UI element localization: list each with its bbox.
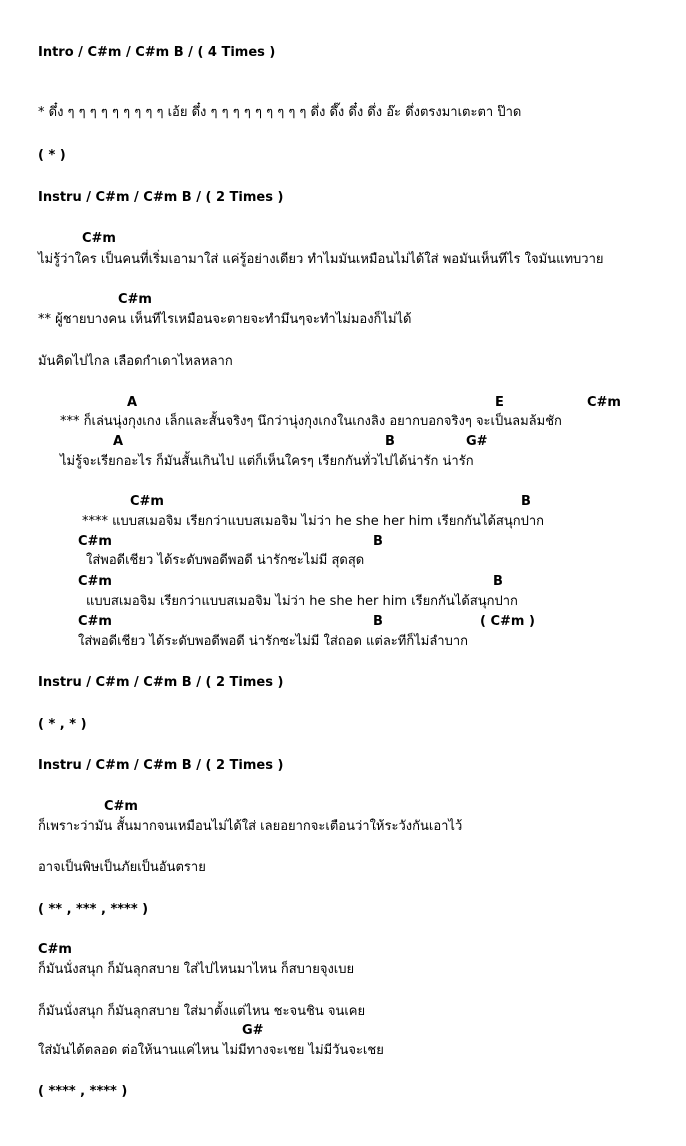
- pre-chorus-lyric-2: มันคิดไปไกล เลือดกำเดาไหลหลาก: [38, 354, 233, 369]
- chord: C#m: [78, 574, 112, 589]
- chord: E: [495, 395, 504, 410]
- chord: C#m: [587, 395, 621, 410]
- chorus4-lyric-1: **** แบบสเมอจิม เรียกว่าแบบสเมอจิม ไม่ว่า he she her him เรียกกันได้สนุกปาก: [82, 514, 545, 529]
- verse2-lyric-1: ก็เพราะว่ามัน สั้นมากจนเหมือนไม่ได้ใส่ เลยอยากจะเตือนว่าให้ระวังกันเอาไว้: [38, 819, 463, 834]
- chord: B: [493, 574, 503, 589]
- chord: B: [373, 614, 383, 629]
- chord: B: [373, 534, 383, 549]
- bridge-lyric-2: ก็มันนั่งสนุก ก็มันลุกสบาย ใส่มาตั้งแต่ไหน ชะจนชิน จนเคย: [38, 1004, 366, 1019]
- chord: ( C#m ): [480, 614, 535, 629]
- chord: B: [385, 434, 395, 449]
- chorus3-lyric-2: ไม่รู้จะเรียกอะไร ก็มันสั้นเกินไป แต่ก็เห็นใครๆ เรียกกันทั่วไปได้น่ารัก น่ารัก: [60, 454, 474, 469]
- chord: A: [113, 434, 124, 449]
- chord: G#: [242, 1023, 264, 1038]
- pre-chorus-lyric-1: ** ผู้ชายบางคน เห็นทีไรเหมือนจะตายจะทำมึนๆจะทำไม่มองก็ไม่ได้: [38, 312, 412, 327]
- instru-line-2: Instru / C#m / C#m B / ( 2 Times ): [38, 675, 284, 690]
- chorus4-lyric-4: ใส่พอดีเชียว ได้ระดับพอดีพอดี น่ารักซะไม่มี ใส่ถอด แต่ละทีก็ไม่ลำบาก: [78, 634, 469, 649]
- chord: C#m: [38, 942, 72, 957]
- chord: B: [521, 494, 531, 509]
- chord: A: [127, 395, 138, 410]
- chord: C#m: [78, 534, 112, 549]
- chorus3-lyric-1: *** ก็เล่นนุ่งกุงเกง เล็กและสั้นจริงๆ นึกว่านุ่งกุงเกงในเกงลิง อยากบอกจริงๆ จะเป็นลมล้มชัก: [60, 414, 562, 429]
- bridge-lyric-3: ใส่มันได้ตลอด ต่อให้นานแค่ไหน ไม่มีทางจะเชย ไม่มีวันจะเชย: [38, 1043, 384, 1058]
- repeat-multi-marker: ( ** , *** , **** ): [38, 902, 149, 917]
- verse1-lyric: ไม่รู้ว่าใคร เป็นคนที่เริ่มเอามาใส่ แค่รู้อย่างเดียว ทำไมมันเหมือนไม่ได้ใส่ พอมันเห็นทีไร ใจมันแทบวาย: [38, 252, 604, 267]
- bridge-lyric-1: ก็มันนั่งสนุก ก็มันลุกสบาย ใส่ไปไหนมาไหน ก็สบายจุงเบย: [38, 962, 355, 977]
- chord: G#: [466, 434, 488, 449]
- repeat-final-marker: ( **** , **** ): [38, 1084, 128, 1099]
- instru-line-3: Instru / C#m / C#m B / ( 2 Times ): [38, 758, 284, 773]
- verse2-lyric-2: อาจเป็นพิษเป็นภัยเป็นอันตราย: [38, 860, 206, 875]
- chord: C#m: [118, 292, 152, 307]
- chord: C#m: [78, 614, 112, 629]
- chorus4-lyric-2: ใส่พอดีเชียว ได้ระดับพอดีพอดี น่ารักซะไม่มี สุดสุด: [86, 553, 365, 568]
- chord: C#m: [130, 494, 164, 509]
- chord: C#m: [82, 231, 116, 246]
- instru-line-1: Instru / C#m / C#m B / ( 2 Times ): [38, 190, 284, 205]
- chorus4-lyric-3: แบบสเมอจิม เรียกว่าแบบสเมอจิม ไม่ว่า he she her him เรียกกันได้สนุกปาก: [86, 594, 518, 609]
- repeat-star-star-marker: ( * , * ): [38, 717, 87, 732]
- repeat-star-marker: ( * ): [38, 148, 66, 163]
- chord: C#m: [104, 799, 138, 814]
- verse-star-lyric: * ดึ๋ง ๆ ๆ ๆ ๆ ๆ ๆ ๆ ๆ ๆ เอ้ย ดึ๋ง ๆ ๆ ๆ ๆ ๆ ๆ ๆ ๆ ๆ ดึ่ง ดึ๊ง ดึ๋ง ดึ่ง อ๊ะ ดึ่งตรงมาเตะตา ป๊าด: [38, 105, 522, 120]
- intro-line: Intro / C#m / C#m B / ( 4 Times ): [38, 45, 276, 60]
